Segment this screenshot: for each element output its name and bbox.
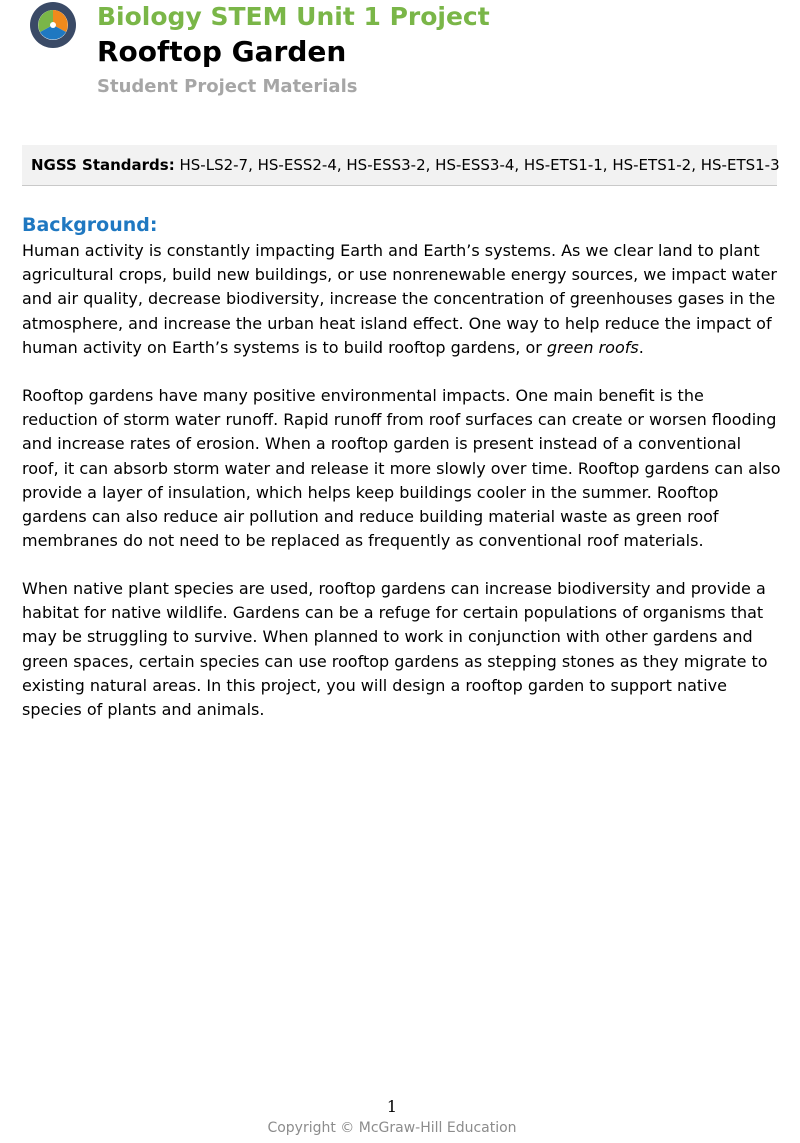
standards-label: NGSS Standards: <box>31 156 175 174</box>
background-paragraph-3: When native plant species are used, rooftop gardens can increase biodiversity and provide a habitat for native wildlife. Gardens can be a refuge for certain populations of organisms that may be struggling to survive. When planned to work in conjunction with other gardens and green spaces, certain species can use rooftop gardens as stepping stones as they migrate to existing natural areas. In this project, you will design a rooftop garden to support native species of plants and animals. <box>22 579 768 720</box>
paragraph-1-text: Human activity is constantly impacting Earth and Earth’s systems. As we clear land to plant agricultural crops, build new buildings, or use nonrenewable energy sources, we impact water and air quality, decrease biodiversity, increase the concentration of greenhouses gases in the atmosphere, and increase the urban heat island effect. One way to help reduce the impact of human activity on Earth’s systems is to build rooftop gardens, or <box>22 241 777 357</box>
standards-box <box>22 145 780 186</box>
standards-value: HS-LS2-7, HS-ESS2-4, HS-ESS3-2, HS-ESS3-4, HS-ETS1-1, HS-ETS1-2, HS-ETS1-3 <box>179 156 780 174</box>
green-roofs-term: green roofs <box>546 337 639 357</box>
background-heading: Background: <box>22 214 158 236</box>
paragraph-1-end: . <box>638 337 644 357</box>
background-paragraph-1 <box>22 239 782 360</box>
background-paragraph-2: Rooftop gardens have many positive environmental impacts. One main benefit is the reduction of storm water runoff. Rapid runoff from roof surfaces can create or worsen flooding and increase rates of erosion. When a rooftop garden is present instead of a conventional roof, it can absorb storm water and release it more slowly over time. Rooftop gardens can also provide a layer of insulation, which helps keep buildings cooler in the summer. Rooftop gardens can also reduce air pollution and reduce building material waste as green roof membranes do not need to be replaced as frequently as conventional roof materials. <box>22 386 781 551</box>
page-number: 1 <box>386 1097 398 1116</box>
project-kicker: Biology STEM Unit 1 Project <box>97 2 490 31</box>
page-title: Rooftop Garden <box>97 35 347 68</box>
performance-expectations-logo-icon <box>28 0 78 50</box>
copyright-notice: Copyright © McGraw-Hill Education <box>267 1120 517 1136</box>
page-subtitle: Student Project Materials <box>97 76 358 97</box>
